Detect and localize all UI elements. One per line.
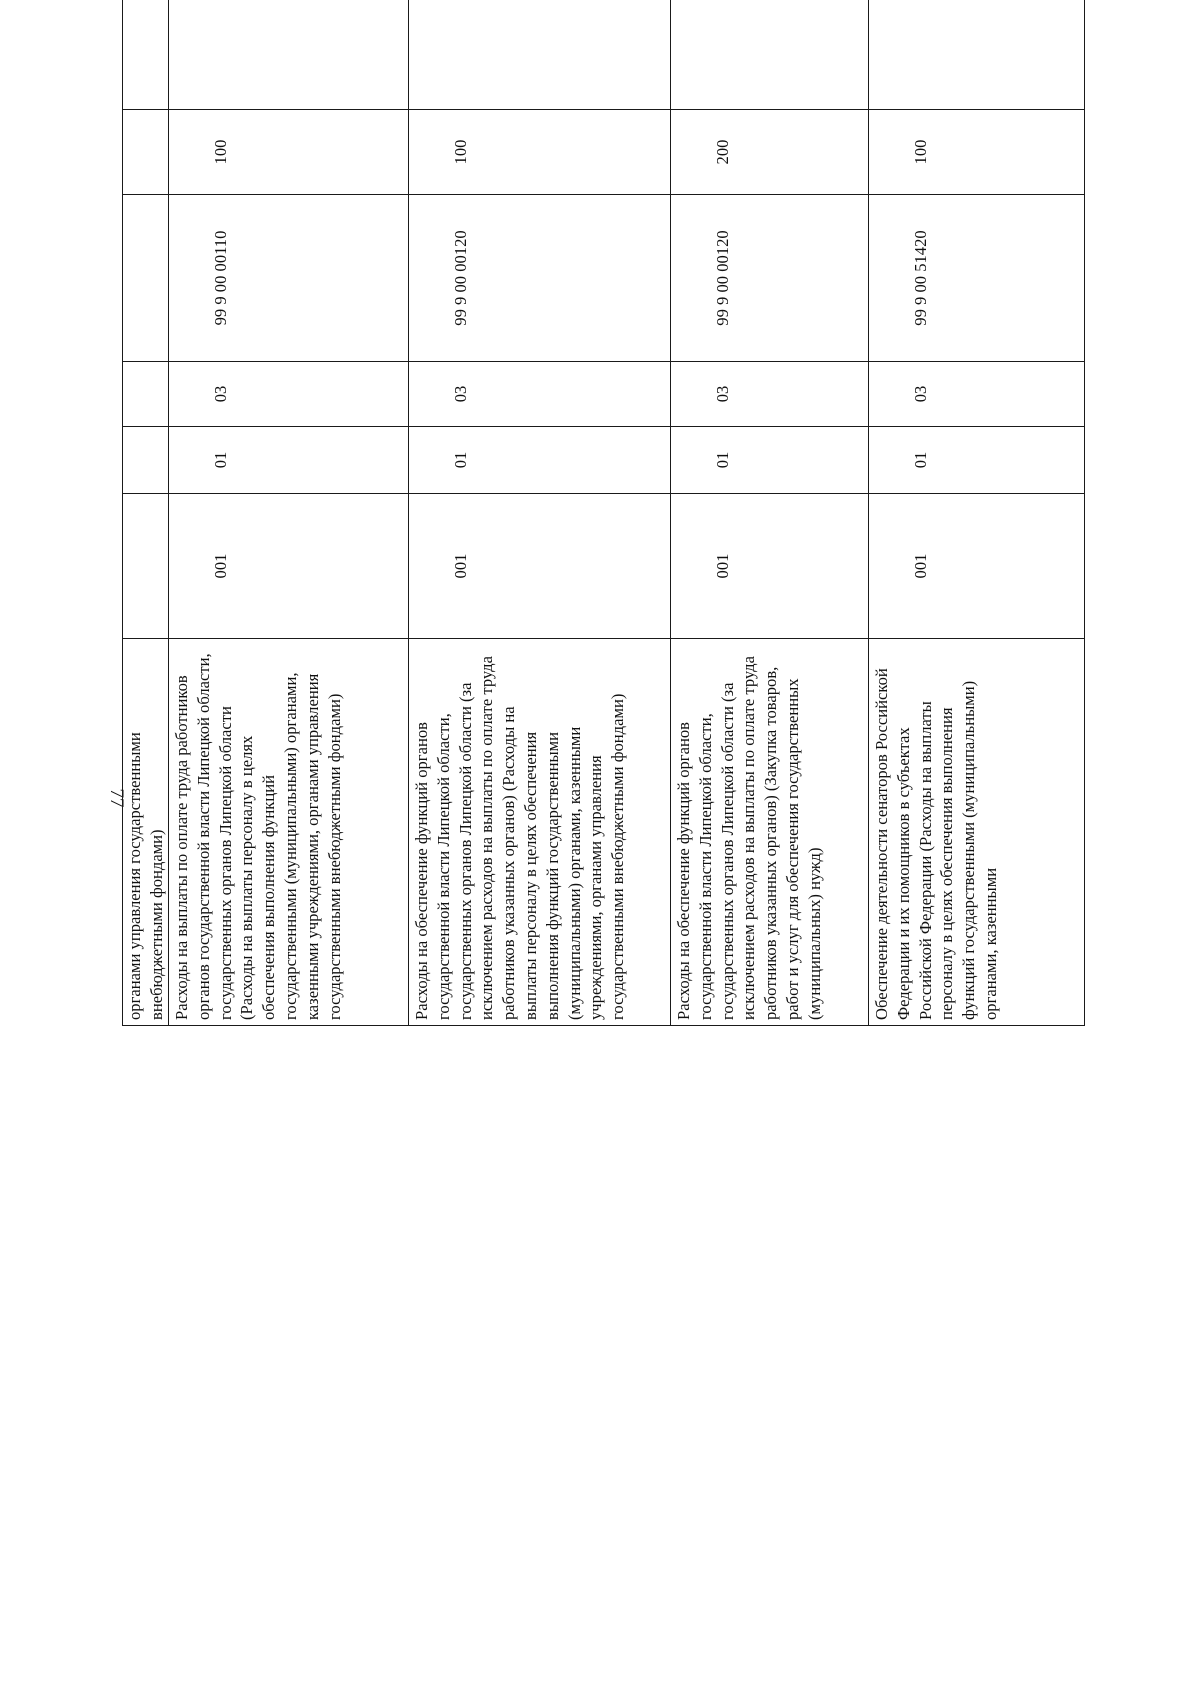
row-subsection-code: 03 — [409, 362, 671, 427]
row-admin-code: 001 — [671, 494, 869, 639]
row-section-code: 01 — [409, 427, 671, 494]
row-description: Расходы на обеспечение функций органов государственной власти Липецкой области, государственных органов Липецкой области (за исключением расходов на выплаты по оплате труда работников указанных органов) (Закупка товаров, работ и услуг для обеспечения государственных (муниципальных) нужд) — [671, 639, 869, 1026]
row-type-code — [123, 110, 169, 195]
row-admin-code: 001 — [409, 494, 671, 639]
row-target-code — [123, 195, 169, 362]
rotated-table-wrapper — [122, 64, 1084, 1639]
row-target-code: 99 9 00 51420 — [869, 195, 1085, 362]
row-subsection-code: 03 — [869, 362, 1085, 427]
row-target-code: 99 9 00 00120 — [409, 195, 671, 362]
row-section-code: 01 — [869, 427, 1085, 494]
page-number: 77 — [106, 788, 127, 808]
row-description: Обеспечение деятельности сенаторов Российской Федерации и их помощников в субъектах Российской Федерации (Расходы на выплаты персоналу в целях обеспечения выполнения функций государственными (муниципальными) органами, казенными — [869, 639, 1085, 1026]
row-type-code: 100 — [869, 110, 1085, 195]
table-row — [671, 0, 869, 1026]
row-subsection-code: 03 — [169, 362, 409, 427]
table-row — [169, 0, 409, 1026]
row-admin-code: 001 — [869, 494, 1085, 639]
row-amount-1 — [409, 0, 671, 110]
row-description: органами управления государственными внебюджетными фондами) — [123, 639, 169, 1026]
row-section-code: 01 — [671, 427, 869, 494]
row-subsection-code — [123, 362, 169, 427]
table-row — [409, 0, 671, 1026]
row-admin-code — [123, 494, 169, 639]
row-description: Расходы на обеспечение функций органов государственной власти Липецкой области, государственных органов Липецкой области (за исключением расходов на выплаты по оплате труда работников указанных органов) (Расходы на выплаты персоналу в целях обеспечения выполнения функций государственными (муниципальными) органами, казенными учреждениями, органами управления государственными внебюджетными фондами) — [409, 639, 671, 1026]
row-section-code — [123, 427, 169, 494]
row-type-code: 200 — [671, 110, 869, 195]
row-amount-1 — [869, 0, 1085, 110]
row-admin-code: 001 — [169, 494, 409, 639]
row-type-code: 100 — [169, 110, 409, 195]
row-amount-1 — [671, 0, 869, 110]
budget-table-container — [122, 0, 1084, 1026]
budget-table — [122, 0, 1085, 1026]
row-type-code: 100 — [409, 110, 671, 195]
table-row — [123, 0, 169, 1026]
table-row — [869, 0, 1085, 1026]
row-target-code: 99 9 00 00120 — [671, 195, 869, 362]
row-section-code: 01 — [169, 427, 409, 494]
row-subsection-code: 03 — [671, 362, 869, 427]
row-amount-1 — [123, 0, 169, 110]
row-amount-1 — [169, 0, 409, 110]
row-target-code: 99 9 00 00110 — [169, 195, 409, 362]
row-description: Расходы на выплаты по оплате труда работников органов государственной власти Липецкой области, государственных органов Липецкой области (Расходы на выплаты персоналу в целях обеспечения выполнения функций государственными (муниципальными) органами, казенными учреждениями, органами управления государственными внебюджетными фондами) — [169, 639, 409, 1026]
